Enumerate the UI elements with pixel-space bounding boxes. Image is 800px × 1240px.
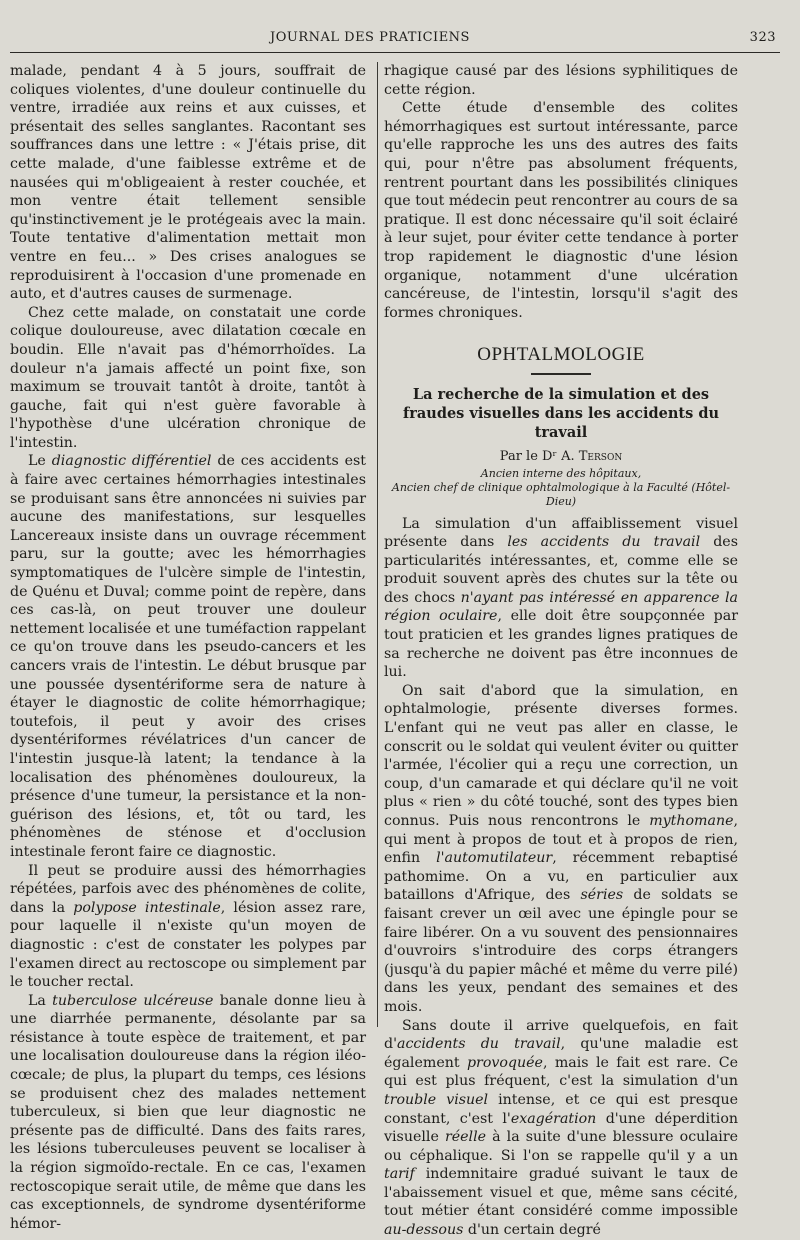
paragraph-examination: Chez cette malade, on constatait une corde colique douloureuse, avec dilatation cœcale en boudin. Elle n'avait pas d'hémorrhoïdes. La douleur n'a jamais affecté un point fixe, son maximum se trouvait tantôt à droite, tantôt à gauche, fait qui n'est guère favorable à l'hypothèse d'une ulcération chronique de l'intestin. [10,304,366,451]
paragraph-tuberculosis: La tuberculose ulcéreuse banale donne lieu à une diarrhée permanente, désolante par sa résistance à toute espèce de traitement, et par une localisation douloureuse dans la région iléo-cœcale; de plus, la plupart du temps, ces lésions se produisent chez des malades nettement tuberculeux, si bien que leur diagnostic ne présente pas de difficulté. Dans des faits rares, les lésions tuberculeuses peuvent se localiser à la région sigmoïdo-rectale. En ce cas, l'examen rectoscopique serait utile, de même que dans les cas exceptionnels, de syndrome dysentériforme hémor- [10,992,366,1232]
emphasis-term: accidents du travail [396,1036,561,1053]
emphasis-term: mythomane [649,813,734,829]
paragraph-intro: La simulation d'un affaiblissement visuel présente dans les accidents du travail des particularités intéressantes, et, comme elle se produit souvent après des chutes sur la tête ou des chocs n'ayant pas intéressé en apparence la région oculaire, elle doit être soupçonnée par tout praticien et les grandes lignes pratiques de sa recherche ne doivent pas être inconnues de lui. [384,515,738,681]
running-header [0,24,800,48]
right-column [384,62,738,1240]
emphasis-term: réelle [444,1129,486,1146]
paragraph-patient-case: malade, pendant 4 à 5 jours, souffrait de coliques violentes, d'une douleur continuelle du ventre, irradiée aux reins et aux cuisses, et présentait des selles sanglantes. Racontant ses souffrances dans une lettre : « J'étais prise, dit cette malade, d'une faiblesse extrême et de nausées qui m'obligeaient à rester couchée, et mon ventre était tellement sensible qu'instinctivement je le protégeais avec la main. Toute tentative d'alimentation mettait mon ventre en feu... » Des crises analogues se reproduisirent à l'occasion d'une promenade en auto, et d'autres causes de surmenage. [10,63,366,303]
author-name: Terson [578,448,623,464]
emphasis-term: provoquée [466,1054,543,1071]
byline: Par le Dʳ A. Terson [499,448,623,464]
paragraph-differential-diagnosis: Le diagnostic différentiel de ces accidents est à faire avec certaines hémorrhagies intestinales se produisant sans être annoncées ni suivies par aucune des manifestations, sur lesquelles Lancereaux insiste dans un ouvrage récemment paru, sur la goutte; avec les hémorrhagies symptomatiques de l'ulcère simple de l'intestin, de Quénu et Duval; comme point de repère, dans ces cas-là, on peut trouver une douleur nettement localisée et une tuméfaction rappelant ce qu'on trouve dans les pseudo-cancers et les cancers vrais de l'intestin. Le début brusque par une poussée dysentériforme sera de nature à étayer le diagnostic de colite hémorrhagique; toutefois, il peut y avoir des crises dysentériformes révélatrices d'un cancer de l'intestin jusque-là latent; la tendance à la localisation des phénomènes douloureux, la présence d'une tumeur, la persistance et la non-guérison des lésions, et, tôt ou tard, les phénomènes de sténose et d'occlusion intestinale feront faire ce diagnostic. [10,453,366,860]
section-rubric: OPHTALMOLOGIE [477,344,645,366]
emphasis-term: tarif [384,1166,415,1183]
emphasis-term: diagnostic différentiel [51,453,212,470]
emphasis-term: séries [580,887,624,904]
page-number: 323 [749,30,776,45]
author-credit: Ancien chef de clinique ophtalmologique à la Faculté (Hôtel-Dieu) [391,480,731,508]
article-title: La recherche de la simulation et des fraudes visuelles dans les accidents du travail [403,385,719,441]
paragraph-conclusion: Cette étude d'ensemble des colites hémorrhagiques est surtout intéressante, parce qu'elle rapproche les uns des autres des faits qui, pour n'être pas absolument fréquents, rentrent pourtant dans les possibilités cliniques que tout médecin peut rencontrer au cours de sa pratique. Il est donc nécessaire qu'il soit éclairé à leur sujet, pour éviter cette tendance à porter trop rapidement le diagnostic d'une lésion organique, notamment d'une ulcération cancéreuse, de l'intestin, lorsqu'il s'agit des formes chroniques. [384,100,738,321]
emphasis-term: exagération [510,1110,597,1127]
emphasis-term: trouble visuel [384,1091,489,1108]
paragraph-syphilitic: rhagique causé par des lésions syphilitiques de cette région. [384,63,738,98]
journal-title: JOURNAL DES PRATICIENS [270,30,470,45]
left-column [10,62,366,1233]
emphasis-term: l'automutilateur [436,850,553,867]
emphasis-term: n'ayant pas intéressé en apparence la région oculaire [384,589,738,625]
emphasis-term: tuberculose ulcéreuse [52,992,214,1009]
column-divider [377,62,378,1027]
rubric-rule [531,373,591,375]
author-credit: Ancien interne des hôpitaux, [480,466,642,480]
paragraph-polyposis: Il peut se produire aussi des hémorrhagies répétées, parfois avec des phénomènes de colite, dans la polypose intestinale, lésion assez rare, pour laquelle il n'existe qu'un moyen de diagnostic : c'est de constater les polypes par l'examen direct au rectoscope ou simplement par le toucher rectal. [10,862,366,991]
emphasis-term: polypose intestinale [73,899,221,916]
header-rule [10,52,780,53]
emphasis-term: au-dessous [384,1222,464,1239]
paragraph-accidents: Sans doute il arrive quelquefois, en fait d'accidents du travail, qu'une maladie est également provoquée, mais le fait est rare. Ce qui est plus fréquent, c'est la simulation d'un trouble visuel intense, et ce qui est presque constant, c'est l'exagération d'une déperdition visuelle réelle à la suite d'une blessure oculaire ou céphalique. Si l'on se rappelle qu'il y a un tarif indemnitaire gradué suivant le taux de l'abaissement visuel et que, même sans cécité, tout métier étant considéré comme impossible au-dessous d'un certain degré [384,1017,739,1239]
emphasis-term: les accidents du travail [507,534,701,551]
paragraph-forms: On sait d'abord que la simulation, en ophtalmologie, présente diverses formes. L'enfant qui ne veut pas aller en classe, le conscrit ou le soldat qui veulent éviter ou quitter l'armée, l'écolier qui a reçu une correction, un coup, d'un camarade et qui déclare qu'il ne voit plus « rien » du côté touché, sont des types bien connus. Puis nous rencontrons le mythomane, qui ment à propos de tout et à propos de rien, enfin l'automutilateur, récemment rebaptisé pathomime. On a vu, en particulier aux bataillons d'Afrique, des séries de soldats se faisant crever un œil avec une épingle pour se faire libérer. On a vu souvent des pensionnaires d'ouvroirs s'introduire des corps étrangers (jusqu'à du papier mâché et même du verre pilé) dans les yeux, pendant des semaines et des mois. [384,682,738,1015]
